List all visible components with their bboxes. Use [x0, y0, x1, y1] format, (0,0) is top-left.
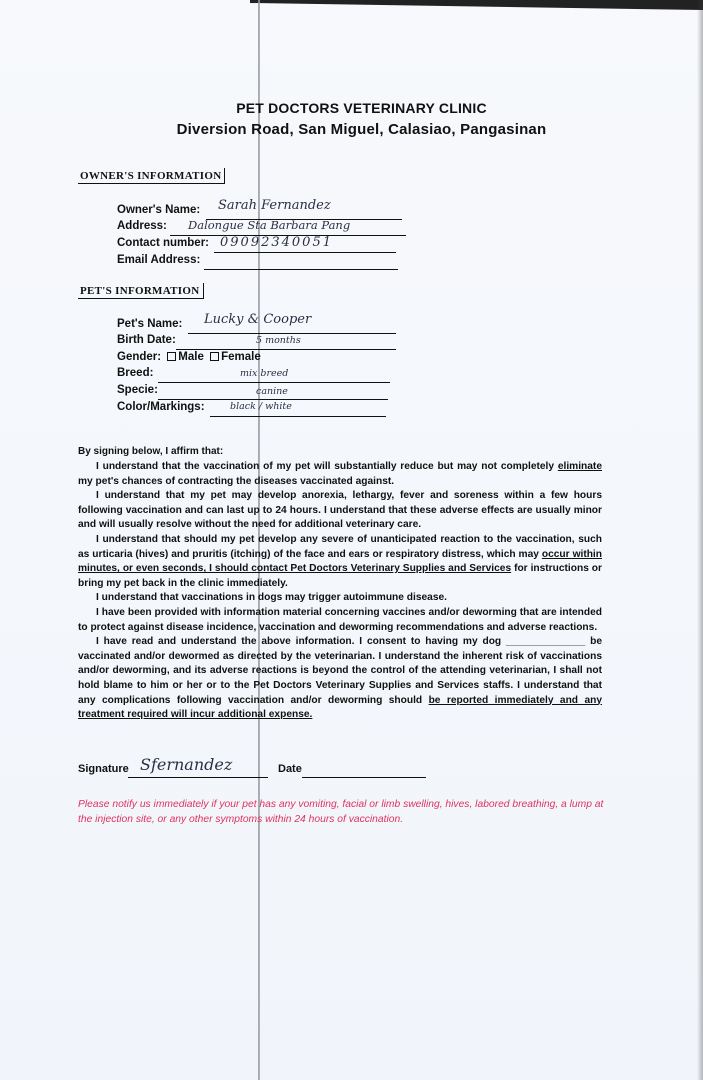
affirmation-p3: I understand that should my pet develop any severe of unanticipated reaction to the vaccination, such as urticaria (hives) and pruritis (itching) of the face and ears or respiratory distress, which may occur within minutes, or even seconds, I should contact Pet Doctors Veterinary Supplies and Services for instructions or bring my pet back in the clinic immediately.	[78, 533, 602, 589]
pet-name-value: Lucky & Cooper	[204, 312, 312, 327]
scan-edge-right	[697, 0, 703, 1080]
color-label: Color/Markings:	[117, 401, 205, 413]
breed-line	[158, 381, 390, 383]
birth-date-field[interactable]	[117, 334, 176, 346]
male-checkbox[interactable]	[167, 352, 176, 361]
date-label: Date	[278, 763, 302, 775]
address-field[interactable]	[117, 220, 167, 232]
owner-name-label: Owner's Name:	[117, 204, 201, 216]
breed-label: Breed:	[117, 367, 154, 379]
signature-value: Sfernandez	[140, 755, 233, 774]
color-field[interactable]	[117, 401, 205, 413]
owner-name-value: Sarah Fernandez	[218, 198, 331, 213]
affirmation-p5: I have been provided with information material concerning vaccines and/or deworming that are intended to protect against disease incidence, vaccination and deworming recommendations and adverse reactions.	[78, 606, 602, 633]
contact-value: 09092340051	[220, 235, 333, 250]
affirmation-body	[78, 460, 602, 723]
breed-field[interactable]	[117, 367, 153, 379]
address-value: Dalongue Sta Barbara Pang	[188, 218, 351, 232]
pet-name-line	[188, 332, 396, 334]
specie-value: canine	[256, 386, 288, 397]
color-value: black / white	[230, 401, 292, 412]
gender-male-label: Male	[178, 351, 204, 363]
date-row	[278, 763, 302, 775]
birth-date-line	[176, 348, 396, 350]
gender-female-label: Female	[221, 351, 261, 363]
pet-name-field[interactable]	[117, 318, 182, 330]
email-field[interactable]	[117, 254, 200, 266]
female-checkbox[interactable]	[210, 352, 219, 361]
specie-field[interactable]	[117, 384, 158, 396]
signature-label: Signature	[78, 763, 129, 775]
date-line[interactable]	[302, 777, 426, 778]
gender-field[interactable]	[117, 351, 261, 363]
color-line	[210, 415, 386, 417]
specie-label: Specie:	[117, 384, 158, 396]
affirmation-p2: I understand that my pet may develop anorexia, lethargy, fever and soreness within a few hours following vaccination and can last up to 24 hours. I understand that these adverse effects are usually minor and will usually resolve without the need for additional veterinary care.	[78, 490, 602, 531]
pet-section-label: PET'S INFORMATION	[78, 283, 204, 299]
email-line	[204, 268, 398, 270]
email-label: Email Address:	[117, 254, 201, 266]
affirmation-heading: By signing below, I affirm that:	[78, 446, 224, 457]
affirmation-p1: I understand that the vaccination of my pet will substantially reduce but may not completely eliminate my pet's chances of contracting the diseases vaccinated against.	[78, 461, 602, 487]
contact-line	[214, 251, 396, 253]
contact-field[interactable]	[117, 237, 209, 249]
contact-label: Contact number:	[117, 237, 209, 249]
pet-name-label: Pet's Name:	[117, 318, 183, 330]
affirmation-p6: I have read and understand the above information. I consent to having my dog ______________ be vaccinated and/or dewormed as directed by the veterinarian. I understand the inherent risk of vaccinations and/or deworming, and its adverse reactions is beyond the control of the attending veterinarian, I shall not hold blame to him or her or to the Pet Doctors Veterinary Supplies and Services staffs. I understand that any complications following vaccination and/or deworming should be reported immediately and any treatment required will incur additional expense.	[78, 636, 603, 721]
signature-row	[78, 763, 129, 775]
address-label: Address:	[117, 220, 167, 232]
birth-date-value: 5 months	[256, 335, 301, 346]
owner-section-label: OWNER'S INFORMATION	[78, 168, 225, 184]
clinic-address: Diversion Road, San Miguel, Calasiao, Pangasinan	[176, 121, 547, 138]
clinic-name: PET DOCTORS VETERINARY CLINIC	[236, 100, 487, 116]
signature-line[interactable]	[128, 777, 268, 778]
affirmation-p4: I understand that vaccinations in dogs may trigger autoimmune disease.	[96, 592, 447, 604]
breed-value: mix breed	[240, 368, 289, 379]
birth-date-label: Birth Date:	[117, 334, 176, 346]
vaccination-notice: Please notify us immediately if your pet has any vomiting, facial or limb swelling, hives, labored breathing, a lump at the injection site, or any other symptoms within 24 hours of vaccination.	[78, 799, 604, 825]
gender-label: Gender:	[117, 351, 162, 363]
specie-line	[158, 398, 388, 400]
owner-name-field[interactable]	[117, 204, 200, 216]
